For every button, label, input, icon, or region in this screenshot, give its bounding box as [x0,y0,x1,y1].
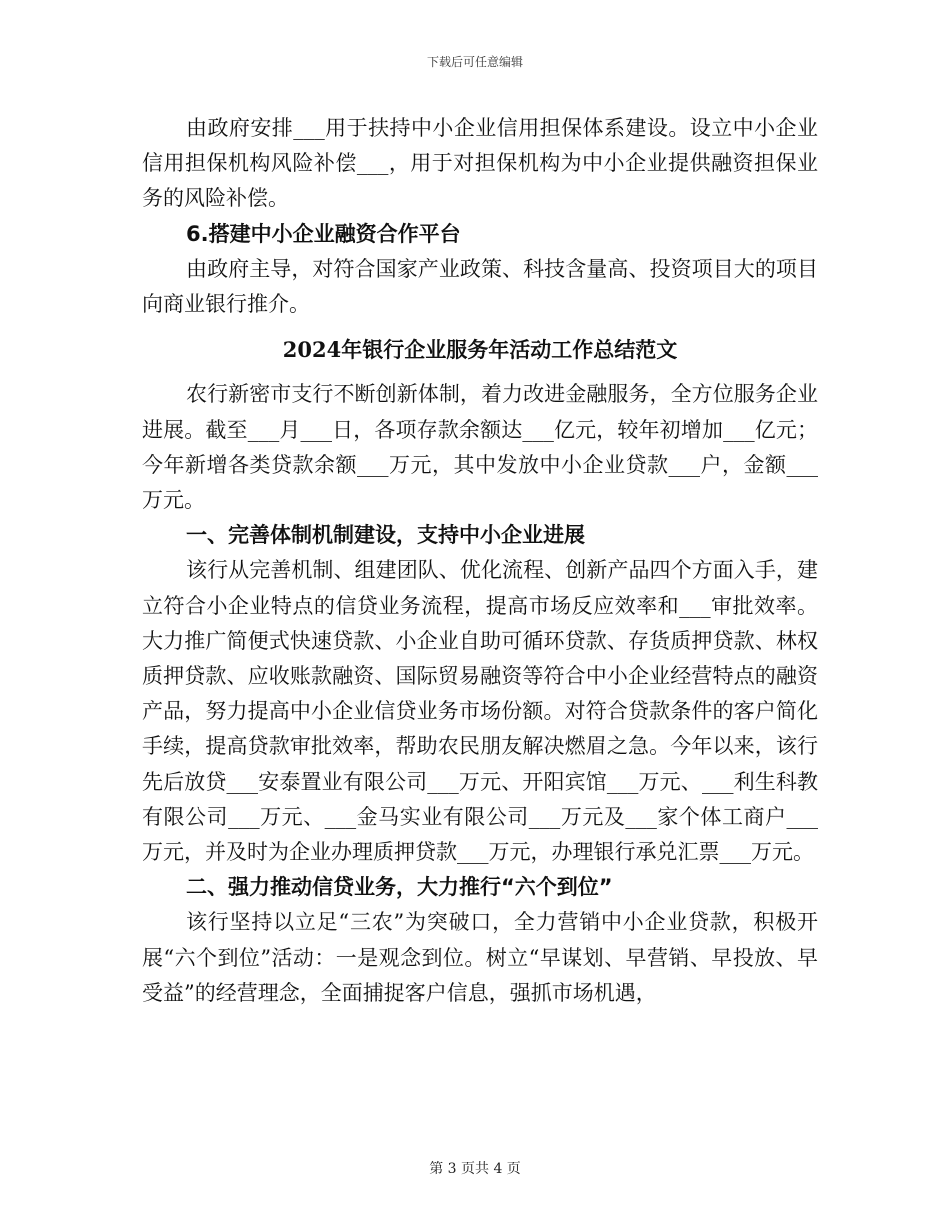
page-header: 下载后可任意编辑 [426,55,523,69]
document-body [142,111,818,1011]
section-heading: 一、完善体制机制建设，支持中小企业进展 [186,523,585,548]
section-heading: 6.搭建中小企业融资合作平台 [186,221,461,246]
document-title: 2024年银行企业服务年活动工作总结范文 [282,337,678,363]
paragraph: 农行新密市支行不断创新体制，着力改进金融服务，全方位服务企业进展。截至___月___日，各项存款余额达___亿元，较年初增加___亿元；今年新增各类贷款余额___万元，其中发放中小企业贷款___户，金额___万元。 [142,382,818,513]
paragraph: 该行坚持以立足“三农”为突破口，全力营销中小企业贷款，积极开展“六个到位”活动：一是观念到位。树立“早谋划、早营销、早投放、早受益”的经营理念，全面捕捉客户信息，强抓市场机遇， [142,910,818,1005]
paragraph: 该行从完善机制、组建团队、优化流程、创新产品四个方面入手，建立符合小企业特点的信贷业务流程，提高市场反应效率和___审批效率。大力推广简便式快速贷款、小企业自助可循环贷款、存货质押贷款、林权质押贷款、应收账款融资、国际贸易融资等符合中小企业经营特点的融资产品，努力提高中小企业信贷业务市场份额。对符合贷款条件的客户简化手续，提高贷款审批效率，帮助农民朋友解决燃眉之急。今年以来，该行先后放贷___安泰置业有限公司___万元、开阳宾馆___万元、___利生科教有限公司___万元、___金马实业有限公司___万元及___家个体工商户___万元，并及时为企业办理质押贷款___万元，办理银行承兑汇票___万元。 [142,558,818,865]
paragraph: 由政府主导，对符合国家产业政策、科技含量高、投资项目大的项目向商业银行推介。 [142,256,818,317]
page-footer: 第 3 页共 4 页 [429,1161,521,1177]
section-heading: 二、强力推动信贷业务，大力推行“六个到位” [186,875,613,900]
paragraph: 由政府安排___用于扶持中小企业信用担保体系建设。设立中小企业信用担保机构风险补偿___，用于对担保机构为中小企业提供融资担保业务的风险补偿。 [142,116,818,211]
